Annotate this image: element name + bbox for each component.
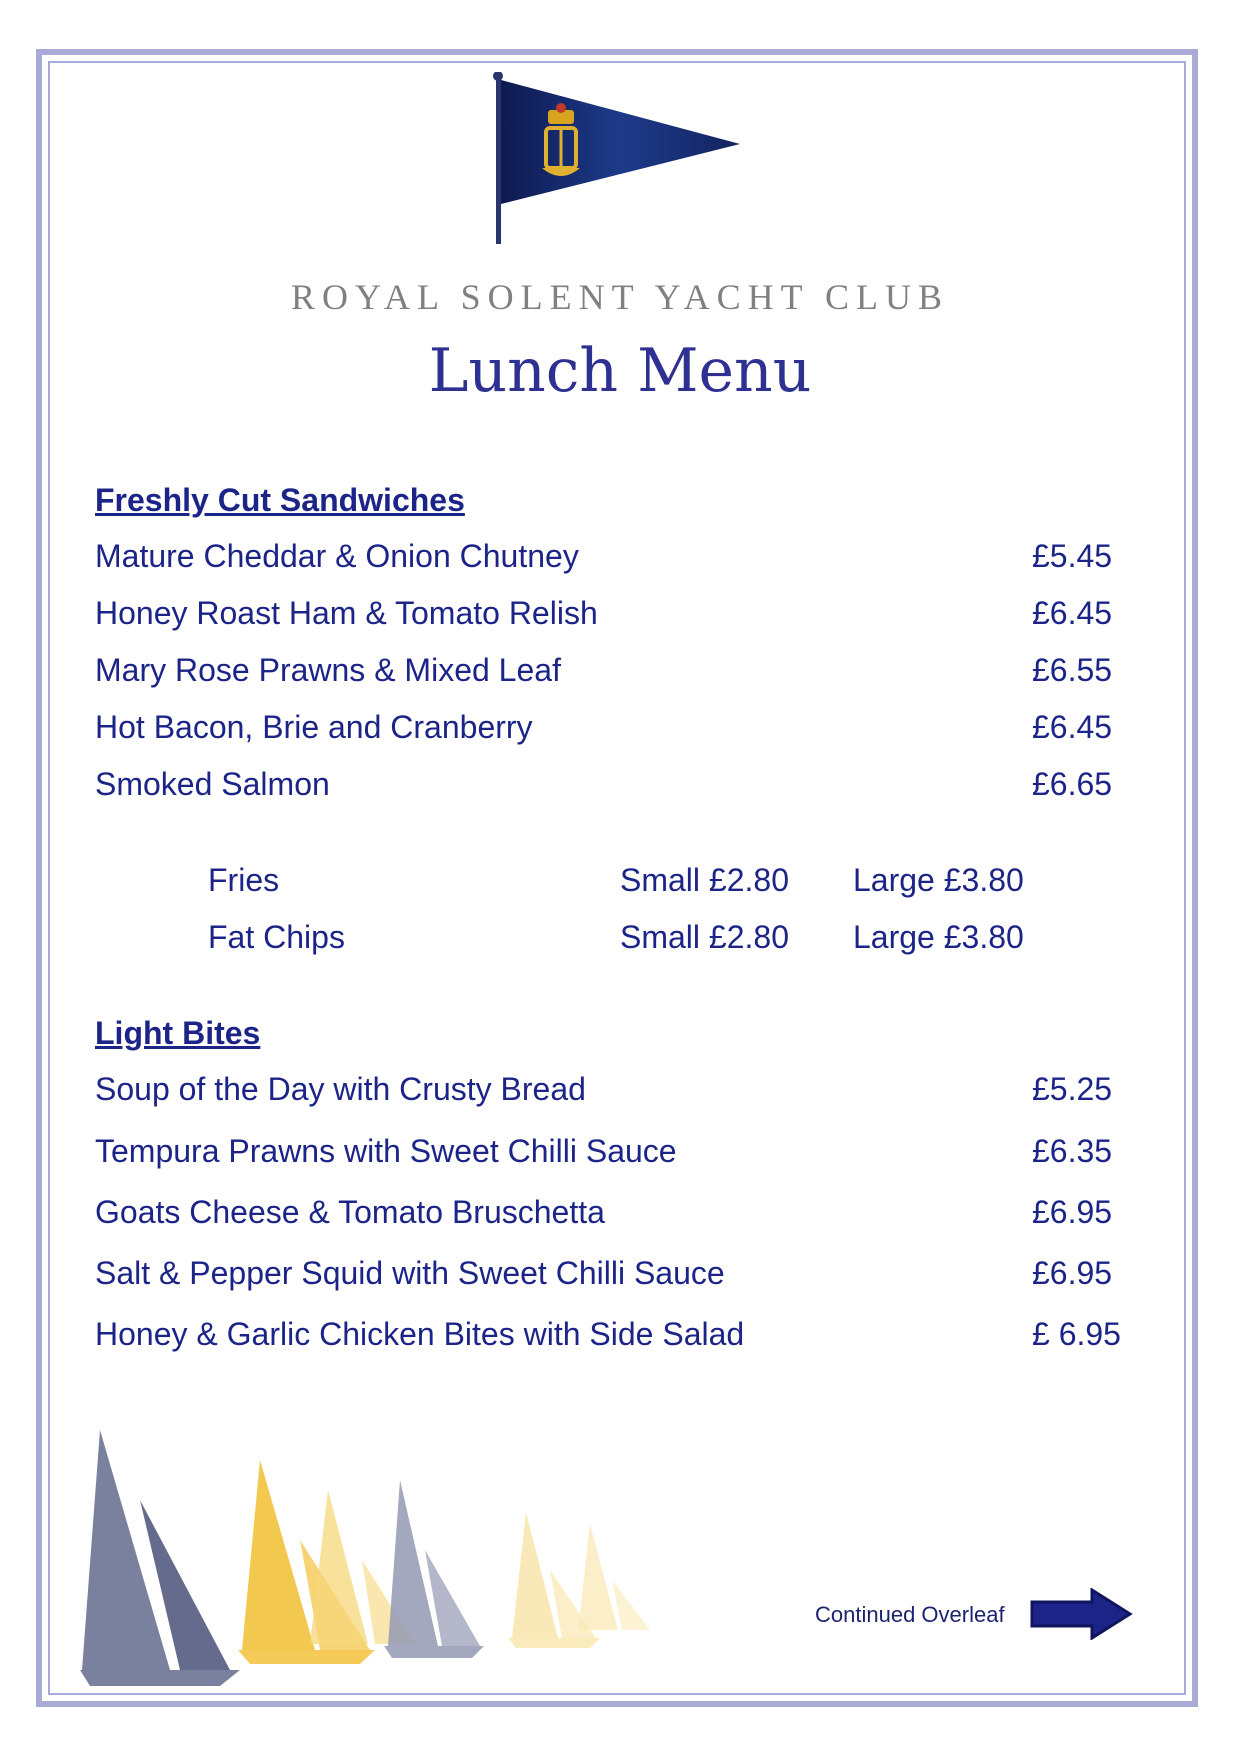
side-item-name: Fat Chips <box>208 919 345 955</box>
menu-item-name: Goats Cheese & Tomato Bruschetta <box>95 1194 605 1230</box>
section-heading-sandwiches: Freshly Cut Sandwiches <box>95 482 465 518</box>
menu-item-price: £6.45 <box>1032 709 1113 745</box>
menu-item <box>95 766 1135 806</box>
menu-item-price: £5.45 <box>1032 538 1113 574</box>
side-item-small-price: Small £2.80 <box>620 862 789 898</box>
menu-item-name: Soup of the Day with Crusty Bread <box>95 1071 586 1107</box>
menu-item-price: £6.45 <box>1032 595 1113 631</box>
burgee-flag-logo <box>488 72 748 252</box>
menu-item-name: Salt & Pepper Squid with Sweet Chilli Sauce <box>95 1255 725 1291</box>
sail-icon <box>310 1490 368 1644</box>
sail-icon <box>612 1580 650 1630</box>
side-item <box>208 919 1108 959</box>
side-item <box>208 862 1108 902</box>
hull-icon <box>238 1650 375 1664</box>
menu-item-name: Mature Cheddar & Onion Chutney <box>95 538 579 574</box>
side-item-name: Fries <box>208 862 280 898</box>
menu-item-name: Honey & Garlic Chicken Bites with Side Salad <box>95 1316 745 1352</box>
menu-item <box>95 595 1135 635</box>
menu-item <box>95 1133 1135 1173</box>
menu-item <box>95 652 1135 692</box>
menu-item <box>95 1194 1135 1234</box>
side-item-small-price: Small £2.80 <box>620 919 789 955</box>
menu-item-price: £6.95 <box>1032 1194 1113 1230</box>
hull-icon <box>508 1638 600 1648</box>
club-name: ROYAL SOLENT YACHT CLUB <box>290 277 950 317</box>
side-item-large-price: Large £3.80 <box>853 919 1024 955</box>
menu-item <box>95 1071 1135 1111</box>
menu-item-price: £ 6.95 <box>1032 1316 1121 1352</box>
sail-icon <box>578 1524 618 1630</box>
menu-item <box>95 709 1135 749</box>
side-item-large-price: Large £3.80 <box>853 862 1024 898</box>
menu-item-price: £6.35 <box>1032 1133 1113 1169</box>
menu-item-price: £6.65 <box>1032 766 1113 802</box>
menu-item-name: Hot Bacon, Brie and Cranberry <box>95 709 533 745</box>
menu-item-price: £6.95 <box>1032 1255 1113 1291</box>
menu-item-name: Smoked Salmon <box>95 766 330 802</box>
menu-item-price: £5.25 <box>1032 1071 1113 1107</box>
menu-item-name: Tempura Prawns with Sweet Chilli Sauce <box>95 1133 677 1169</box>
section-heading-light-bites: Light Bites <box>95 1015 261 1051</box>
menu-item <box>95 1255 1135 1295</box>
menu-title: Lunch Menu <box>428 336 812 406</box>
menu-item <box>95 1316 1135 1356</box>
menu-item-price: £6.55 <box>1032 652 1113 688</box>
sailboats-illustration <box>70 1420 690 1700</box>
menu-item-name: Honey Roast Ham & Tomato Relish <box>95 595 598 631</box>
hull-icon <box>80 1670 240 1686</box>
menu-item-name: Mary Rose Prawns & Mixed Leaf <box>95 652 561 688</box>
right-arrow-icon[interactable] <box>1030 1588 1134 1640</box>
menu-item <box>95 538 1135 578</box>
hull-icon <box>384 1646 484 1658</box>
continued-overleaf-label: Continued Overleaf <box>815 1602 1005 1627</box>
